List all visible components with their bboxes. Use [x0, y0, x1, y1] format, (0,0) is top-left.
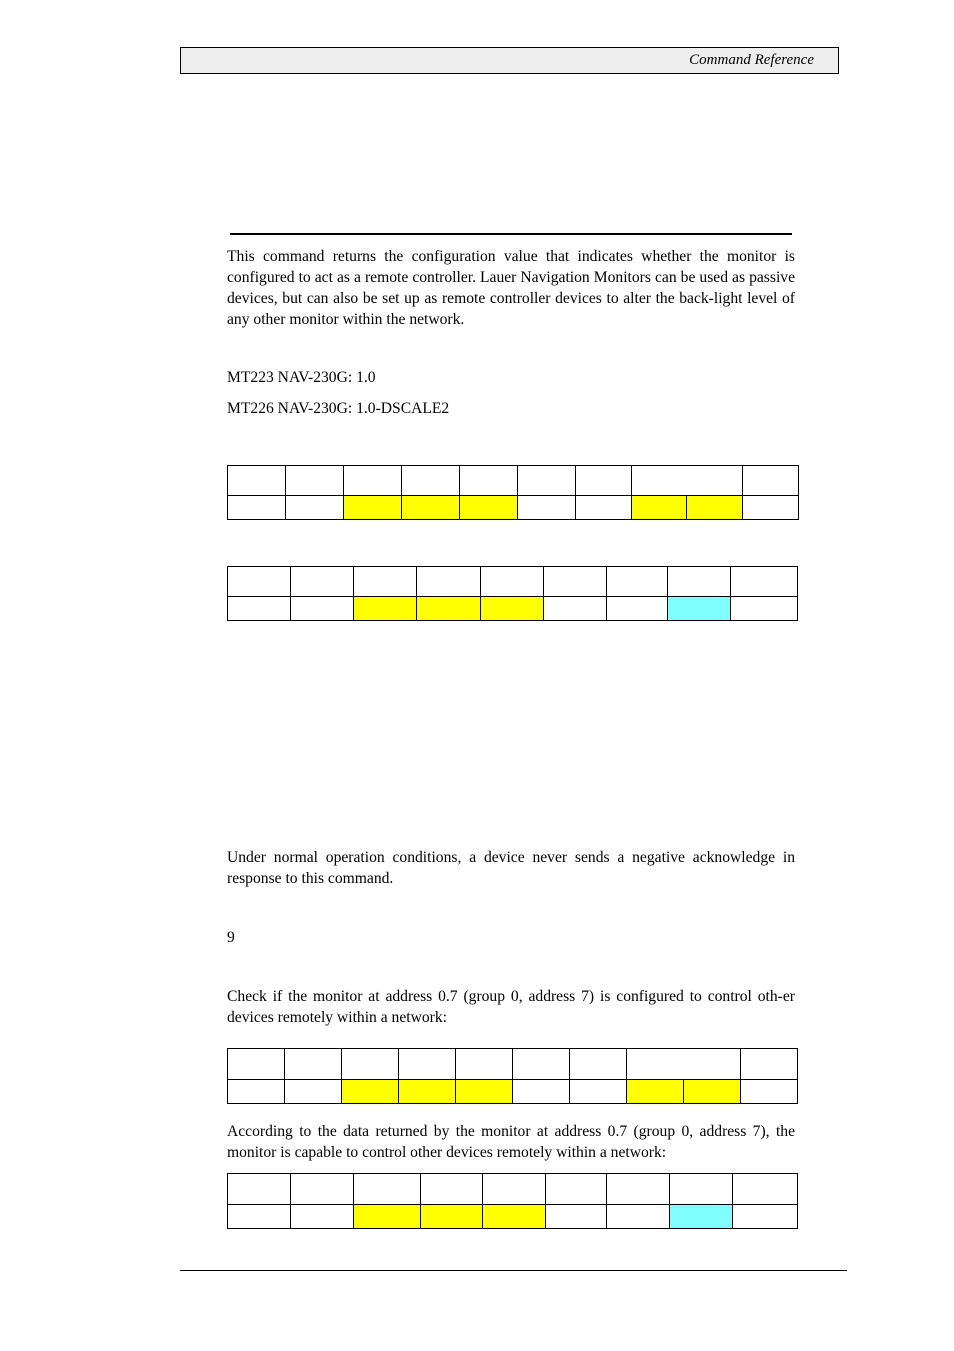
- table-row: [228, 496, 799, 520]
- value-line: 9: [227, 929, 235, 946]
- header-title: Command Reference: [689, 52, 814, 68]
- table-row: [228, 1174, 798, 1205]
- version-line-1: MT223 NAV-230G: 1.0: [227, 369, 376, 386]
- nak-paragraph: Under normal operation conditions, a device never sends a negative acknowledge in response to this command.: [227, 849, 795, 887]
- response-frame-table: [227, 566, 798, 621]
- table-row: [228, 466, 799, 496]
- table-row: [228, 1049, 798, 1080]
- table-row: [228, 597, 798, 621]
- version-line-2: MT226 NAV-230G: 1.0-DSCALE2: [227, 400, 450, 417]
- request-frame-table: [227, 465, 799, 520]
- table-row: [228, 1080, 798, 1104]
- description-paragraph: This command returns the configuration value that indicates whether the monitor is configured to act as a remote controller. Lauer Navigation Monitors can be used as passive devices, but can also be set up as remote controller devices to alter the back-light level of any other monitor within the network.: [227, 248, 795, 328]
- example-result-paragraph: According to the data returned by the monitor at address 0.7 (group 0, address 7), the monitor is capable to control other devices remotely within a network:: [227, 1123, 795, 1161]
- example-intro-paragraph: Check if the monitor at address 0.7 (group 0, address 7) is configured to control oth-er devices remotely within a network:: [227, 988, 795, 1026]
- section-rule: [230, 233, 792, 235]
- page-header: [180, 47, 839, 74]
- table-row: [228, 567, 798, 597]
- footer-rule: [180, 1270, 847, 1271]
- table-row: [228, 1205, 798, 1229]
- example-response-table: [227, 1173, 798, 1229]
- example-request-table: [227, 1048, 798, 1104]
